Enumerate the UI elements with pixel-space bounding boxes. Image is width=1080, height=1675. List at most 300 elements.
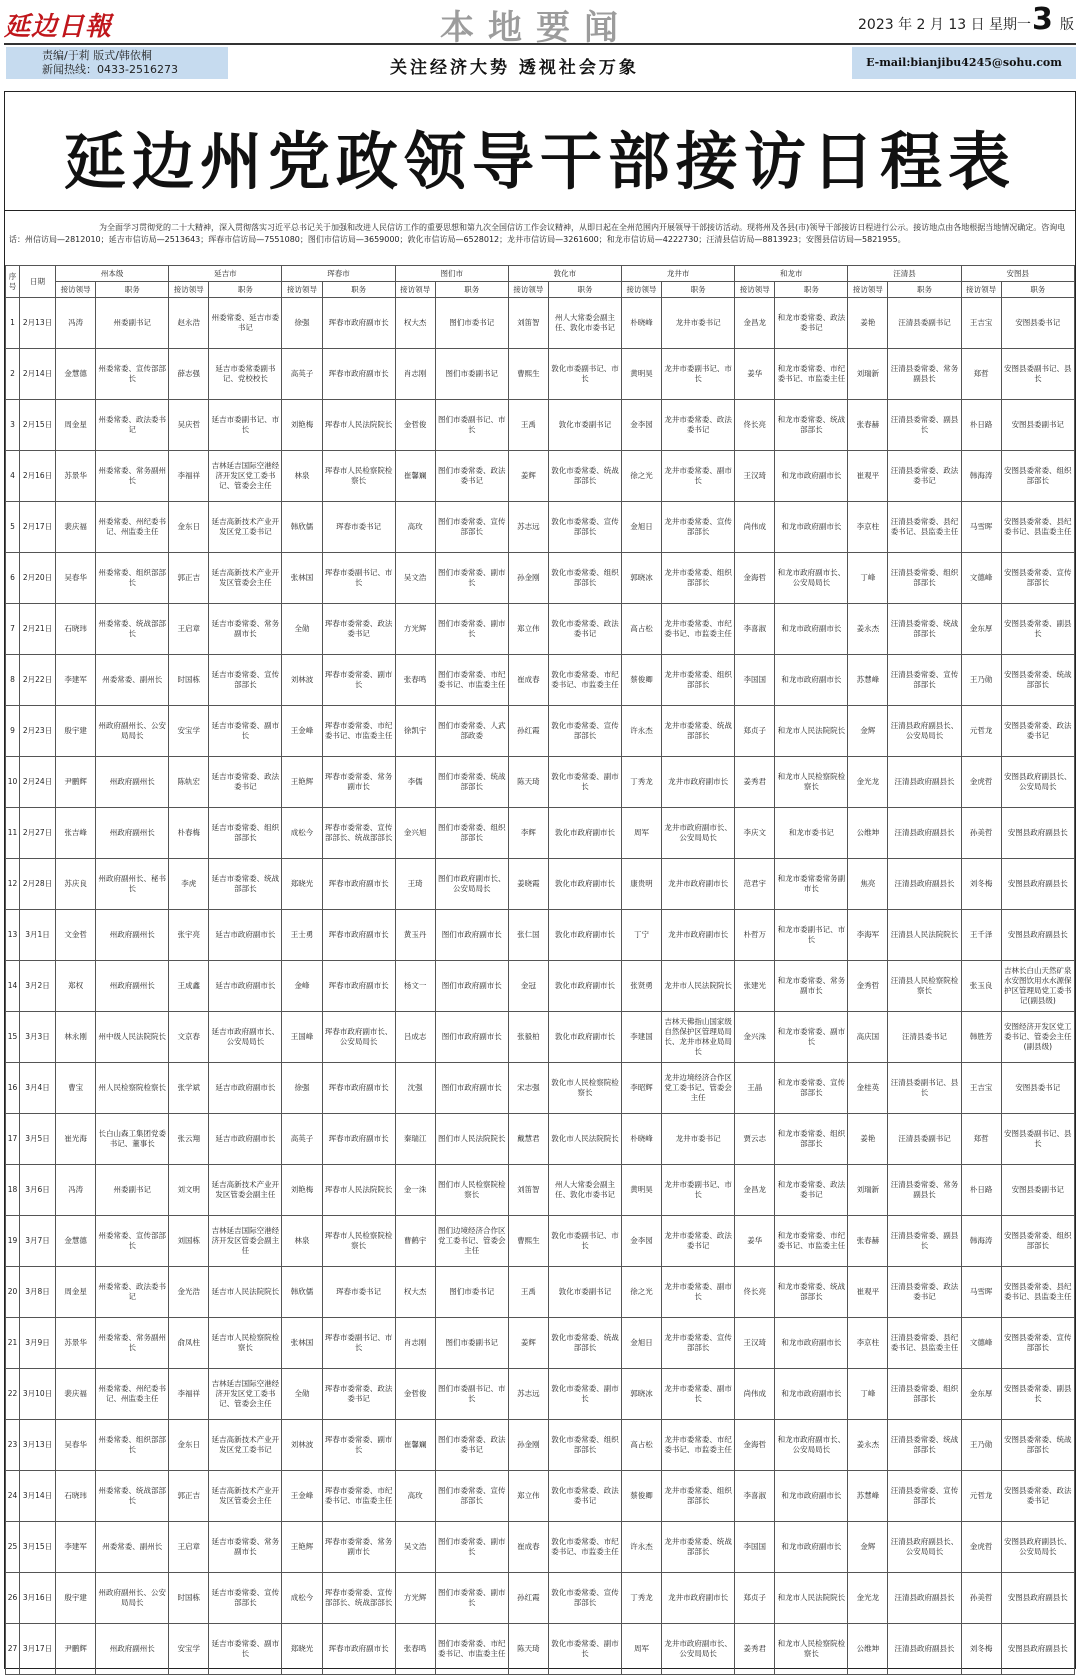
leader-name: 李建国 bbox=[622, 1012, 662, 1063]
leader-name: 李建军 bbox=[56, 1522, 96, 1573]
table-row bbox=[6, 1471, 1075, 1522]
leader-title: 龙井市委书记 bbox=[662, 298, 735, 349]
leader-title: 延吉市政府副市长 bbox=[209, 961, 282, 1012]
leader-title: 图们市委常委、市纪委书记、市监委主任 bbox=[435, 1624, 508, 1675]
leader-name: 高占松 bbox=[622, 604, 662, 655]
leader-name: 张毅柏 bbox=[508, 1012, 548, 1063]
leader-name: 金海哲 bbox=[735, 553, 775, 604]
leader-name: 朴晓峰 bbox=[622, 1114, 662, 1165]
leader-title: 州委常委、宣传部部长 bbox=[96, 349, 169, 400]
leader-title: 安图县委副书记 bbox=[1001, 1165, 1074, 1216]
leader-name: 公维坤 bbox=[848, 808, 888, 859]
leader-name: 朴日路 bbox=[961, 400, 1001, 451]
leader-name: 高玫 bbox=[395, 502, 435, 553]
leader-title: 珲春市委常委、市纪委书记、市监委主任 bbox=[322, 706, 395, 757]
leader-title: 安图县委常委、宣传部部长 bbox=[1001, 553, 1074, 604]
leader-name: 徐强 bbox=[282, 1063, 322, 1114]
leader-title: 和龙市委常委、市纪委书记、市监委主任 bbox=[775, 1216, 848, 1267]
leader-title: 州政府副州长 bbox=[96, 910, 169, 961]
leader-name: 李福祥 bbox=[169, 1369, 209, 1420]
leader-name: 金旭日 bbox=[622, 502, 662, 553]
table-row bbox=[6, 451, 1075, 502]
leader-title: 和龙市委常委、政法委书记 bbox=[775, 1165, 848, 1216]
leader-title: 敦化市委副书记 bbox=[548, 1267, 621, 1318]
table-header bbox=[6, 266, 1075, 298]
leader-name: 吴庆哲 bbox=[169, 400, 209, 451]
leader-name: 裴庆福 bbox=[56, 1369, 96, 1420]
leader-name: 张仁国 bbox=[508, 910, 548, 961]
leader-name: 金东日 bbox=[169, 1420, 209, 1471]
page-number: 3 bbox=[1032, 2, 1053, 37]
leader-name: 张林国 bbox=[282, 1318, 322, 1369]
leader-title: 龙井市委常委、组织部部长 bbox=[662, 1471, 735, 1522]
leader-name: 金兴洙 bbox=[735, 1012, 775, 1063]
leader-title: 和龙市政府副市长、公安局局长 bbox=[775, 1420, 848, 1471]
leader-title: 安图县政府副县长、公安局局长 bbox=[1001, 1522, 1074, 1573]
leader-title: 图们市委常委、市纪委书记、市监委主任 bbox=[435, 655, 508, 706]
row-date: 2月23日 bbox=[20, 706, 56, 757]
leader-name: 郭正吉 bbox=[169, 553, 209, 604]
leader-name: 金桂英 bbox=[848, 1063, 888, 1114]
leader-title: 安图县委副书记、县长 bbox=[1001, 1114, 1074, 1165]
leader-name: 徐之光 bbox=[622, 1267, 662, 1318]
leader-title: 珲春市政府副市长 bbox=[322, 1114, 395, 1165]
leader-title: 图们市委常委、副市长 bbox=[435, 604, 508, 655]
row-seq: 7 bbox=[6, 604, 20, 655]
leader-title: 龙井市委常委、副市长 bbox=[662, 1369, 735, 1420]
leader-title: 和龙市委常委常务副市长 bbox=[775, 859, 848, 910]
table-row bbox=[6, 553, 1075, 604]
leader-name: 许永杰 bbox=[622, 706, 662, 757]
leader-name: 金李园 bbox=[622, 400, 662, 451]
leader-name: 丁宁 bbox=[622, 910, 662, 961]
leader-title: 州政府副州长、公安局局长 bbox=[96, 1573, 169, 1624]
leader-title: 汪清县政府副县长、公安局局长 bbox=[888, 1522, 961, 1573]
leader-title: 安图县委常委、政法委书记 bbox=[1001, 706, 1074, 757]
leader-name: 王乃勋 bbox=[961, 1420, 1001, 1471]
leader-name: 方光辉 bbox=[395, 1573, 435, 1624]
leader-title: 和龙市人民检察院检察长 bbox=[775, 757, 848, 808]
leader-title: 珲春市委常委、宣传部部长、统战部部长 bbox=[322, 1573, 395, 1624]
row-seq: 15 bbox=[6, 1012, 20, 1063]
leader-title: 龙井市委常委、宣传部部长 bbox=[662, 1318, 735, 1369]
leader-name: 姜艳 bbox=[848, 1114, 888, 1165]
leader-name: 王金峰 bbox=[282, 706, 322, 757]
leader-name: 冯涛 bbox=[56, 1165, 96, 1216]
leader-name: 成松今 bbox=[282, 808, 322, 859]
leader-name: 吴春华 bbox=[56, 1420, 96, 1471]
leader-name: 肖志刚 bbox=[395, 349, 435, 400]
leader-title: 安图县委书记 bbox=[1001, 1063, 1074, 1114]
table-row bbox=[6, 1624, 1075, 1675]
leader-name: 孙美哲 bbox=[961, 1573, 1001, 1624]
leader-title: 珲春市政府副市长 bbox=[322, 961, 395, 1012]
leader-name: 李昭辉 bbox=[622, 1063, 662, 1114]
leader-name: 李京柱 bbox=[848, 1318, 888, 1369]
leader-title: 图们市委常委、副市长 bbox=[435, 553, 508, 604]
page-suffix: 版 bbox=[1060, 17, 1074, 33]
leader-name: 苏志远 bbox=[508, 502, 548, 553]
leader-name: 郑贞子 bbox=[735, 706, 775, 757]
leader-title: 和龙市人民检察院检察长 bbox=[775, 1624, 848, 1675]
leader-name: 郑权 bbox=[56, 961, 96, 1012]
leader-title: 安图县委常委、副县长 bbox=[1001, 604, 1074, 655]
leader-name: 李喜淑 bbox=[735, 1471, 775, 1522]
leader-title: 敦化市委常委、副市长 bbox=[548, 1624, 621, 1675]
table-row bbox=[6, 1216, 1075, 1267]
leader-title: 汪清县委常委、宣传部部长 bbox=[888, 1471, 961, 1522]
leader-title: 汪清县委常委、统战部部长 bbox=[888, 604, 961, 655]
row-seq: 2 bbox=[6, 349, 20, 400]
leader-name: 高玫 bbox=[395, 1471, 435, 1522]
leader-title: 汪清县委副书记、县长 bbox=[888, 1063, 961, 1114]
table-row bbox=[6, 808, 1075, 859]
leader-title: 敦化市委常委、统战部部长 bbox=[548, 451, 621, 502]
leader-title: 珲春市委书记 bbox=[322, 1267, 395, 1318]
leader-title: 敦化市人民法院院长 bbox=[548, 1114, 621, 1165]
leader-title: 珲春市委常委、常务副市长 bbox=[322, 1522, 395, 1573]
table-row bbox=[6, 1369, 1075, 1420]
region-header: 汪清县 bbox=[848, 266, 961, 282]
leader-title: 汪清县政府副县长 bbox=[888, 757, 961, 808]
email-address: E-mail:bianjibu4245@sohu.com bbox=[852, 47, 1076, 79]
leader-title: 敦化市委常委、副市长 bbox=[548, 1369, 621, 1420]
title-header: 职务 bbox=[662, 282, 735, 298]
leader-name: 刘林波 bbox=[282, 1420, 322, 1471]
leader-name: 康贵明 bbox=[622, 859, 662, 910]
region-header: 敦化市 bbox=[508, 266, 621, 282]
leader-title: 和龙市政府副市长 bbox=[775, 451, 848, 502]
leader-title: 珲春市委常委、市纪委书记、市监委主任 bbox=[322, 1471, 395, 1522]
leader-name: 苏慧峰 bbox=[848, 655, 888, 706]
leader-name: 高占松 bbox=[622, 1420, 662, 1471]
row-seq: 21 bbox=[6, 1318, 20, 1369]
leader-name: 李海军 bbox=[848, 910, 888, 961]
leader-title: 安图县委常委、组织部部长 bbox=[1001, 451, 1074, 502]
leader-title: 延吉市委常委、常务副市长 bbox=[209, 604, 282, 655]
row-seq: 3 bbox=[6, 400, 20, 451]
leader-name: 郑贞子 bbox=[735, 1573, 775, 1624]
schedule-table bbox=[5, 265, 1075, 1675]
leader-title: 汪清县委常委、宣传部部长 bbox=[888, 655, 961, 706]
leader-name: 韩欣儒 bbox=[282, 502, 322, 553]
leader-name: 姜华 bbox=[735, 349, 775, 400]
leader-title: 汪清县委常委、副县长 bbox=[888, 400, 961, 451]
row-seq: 20 bbox=[6, 1267, 20, 1318]
row-date: 3月15日 bbox=[20, 1522, 56, 1573]
leader-name: 刘艳梅 bbox=[282, 1165, 322, 1216]
leader-title: 和龙市政府副市长 bbox=[775, 1369, 848, 1420]
leader-name: 姜晓霞 bbox=[508, 859, 548, 910]
table-row bbox=[6, 1165, 1075, 1216]
table-row bbox=[6, 502, 1075, 553]
leader-title: 和龙市政府副市长 bbox=[775, 1471, 848, 1522]
leader-title: 和龙市委常委、副市长 bbox=[775, 1012, 848, 1063]
leader-title: 图们市委常委、宣传部部长 bbox=[435, 502, 508, 553]
leader-name: 李国国 bbox=[735, 1522, 775, 1573]
leader-name: 林泉 bbox=[282, 1216, 322, 1267]
leader-name: 杨文一 bbox=[395, 961, 435, 1012]
row-date: 2月14日 bbox=[20, 349, 56, 400]
leader-title: 珲春市人民检察院检察长 bbox=[322, 1216, 395, 1267]
leader-title: 和龙市政府副市长 bbox=[775, 1522, 848, 1573]
leader-name: 韩欣儒 bbox=[282, 1267, 322, 1318]
leader-title: 州中级人民法院院长 bbox=[96, 1012, 169, 1063]
leader-name: 曹鹤宇 bbox=[395, 1216, 435, 1267]
leader-header: 接访领导 bbox=[622, 282, 662, 298]
leader-name: 金峰 bbox=[282, 961, 322, 1012]
leader-title: 州人民检察院检察长 bbox=[96, 1063, 169, 1114]
leader-title: 龙井市委常委、市纪委书记、市监委主任 bbox=[662, 1420, 735, 1471]
leader-title: 汪清县委书记 bbox=[888, 1012, 961, 1063]
leader-title: 汪清县委常委、组织部部长 bbox=[888, 1369, 961, 1420]
leader-name: 范君宇 bbox=[735, 859, 775, 910]
leader-name: 文德峰 bbox=[961, 553, 1001, 604]
row-seq: 4 bbox=[6, 451, 20, 502]
leader-title: 州人大常委会副主任、敦化市委书记 bbox=[548, 1165, 621, 1216]
region-header: 安图县 bbox=[961, 266, 1074, 282]
leader-name: 王吉宝 bbox=[961, 298, 1001, 349]
leader-name: 李虎 bbox=[169, 859, 209, 910]
table-row bbox=[6, 961, 1075, 1012]
leader-name: 王琦 bbox=[395, 859, 435, 910]
leader-title: 汪清县政府副县长 bbox=[888, 808, 961, 859]
leader-title: 珲春市政府副市长 bbox=[322, 298, 395, 349]
leader-name: 金一洙 bbox=[395, 1165, 435, 1216]
leader-title: 图们市政府副市长 bbox=[435, 1063, 508, 1114]
leader-name: 张贤勇 bbox=[622, 961, 662, 1012]
leader-name: 周金星 bbox=[56, 1267, 96, 1318]
leader-title: 州政府副州长 bbox=[96, 808, 169, 859]
leader-title: 吉林延吉国际空港经济开发区党工委书记、管委会主任 bbox=[209, 1369, 282, 1420]
leader-name: 郑晓光 bbox=[282, 1624, 322, 1675]
leader-title: 图们市委常委、副市长 bbox=[435, 1573, 508, 1624]
leader-name: 文德峰 bbox=[961, 1318, 1001, 1369]
row-seq: 6 bbox=[6, 553, 20, 604]
leader-title: 和龙市人民法院院长 bbox=[775, 706, 848, 757]
leader-name: 曹熙生 bbox=[508, 1216, 548, 1267]
leader-title: 安图县委副书记、县长 bbox=[1001, 349, 1074, 400]
masthead bbox=[0, 0, 1080, 48]
leader-title: 延吉市委常委、副市长 bbox=[209, 1624, 282, 1675]
leader-name: 张玉良 bbox=[961, 961, 1001, 1012]
row-date: 3月4日 bbox=[20, 1063, 56, 1114]
leader-title: 和龙市委副书记、市长 bbox=[775, 910, 848, 961]
leader-title: 延吉高新技术产业开发区管委会副主任 bbox=[209, 1165, 282, 1216]
row-date: 2月27日 bbox=[20, 808, 56, 859]
leader-name: 冯涛 bbox=[56, 298, 96, 349]
leader-name: 安宝学 bbox=[169, 706, 209, 757]
leader-title: 吉林延吉国际空港经济开发区管委会副主任 bbox=[209, 1216, 282, 1267]
leader-name: 姜永杰 bbox=[848, 604, 888, 655]
leader-name: 王汉琦 bbox=[735, 451, 775, 502]
leader-name: 丁峰 bbox=[848, 553, 888, 604]
info-bar bbox=[4, 43, 1076, 81]
leader-name: 金虎哲 bbox=[961, 757, 1001, 808]
leader-title: 图们市人民法院院长 bbox=[435, 1114, 508, 1165]
title-header: 职务 bbox=[775, 282, 848, 298]
leader-title: 安图县委书记 bbox=[1001, 298, 1074, 349]
leader-name: 王金峰 bbox=[282, 1471, 322, 1522]
region-header: 图们市 bbox=[395, 266, 508, 282]
row-date: 2月22日 bbox=[20, 655, 56, 706]
leader-name: 金光龙 bbox=[848, 757, 888, 808]
leader-title: 州委常委、州纪委书记、州监委主任 bbox=[96, 1369, 169, 1420]
leader-name: 尹鹏辉 bbox=[56, 1624, 96, 1675]
leader-name: 周金星 bbox=[56, 400, 96, 451]
leader-title: 和龙市委常委、宣传部部长 bbox=[775, 1063, 848, 1114]
leader-name: 王艳辉 bbox=[282, 757, 322, 808]
leader-title: 和龙市政府副市长 bbox=[775, 502, 848, 553]
leader-name: 张春赫 bbox=[848, 1216, 888, 1267]
leader-title: 州政府副州长 bbox=[96, 961, 169, 1012]
leader-title: 敦化市政府副市长 bbox=[548, 910, 621, 961]
row-date: 3月17日 bbox=[20, 1624, 56, 1675]
leader-name: 张林国 bbox=[282, 553, 322, 604]
leader-name: 金哲俊 bbox=[395, 1369, 435, 1420]
leader-name: 尚伟成 bbox=[735, 1369, 775, 1420]
leader-name: 方光辉 bbox=[395, 604, 435, 655]
row-seq: 11 bbox=[6, 808, 20, 859]
leader-title: 图们市委书记 bbox=[435, 1267, 508, 1318]
leader-name: 金慧德 bbox=[56, 349, 96, 400]
leader-title: 和龙市委常委、政法委书记 bbox=[775, 298, 848, 349]
newspaper-logo: 延边日報 bbox=[4, 12, 113, 42]
region-header: 和龙市 bbox=[735, 266, 848, 282]
row-date: 3月5日 bbox=[20, 1114, 56, 1165]
leader-title: 龙井市委常委、组织部部长 bbox=[662, 655, 735, 706]
leader-name: 韩胜芳 bbox=[961, 1012, 1001, 1063]
leader-title: 汪清县政府副县长 bbox=[888, 859, 961, 910]
leader-name: 王乃勋 bbox=[961, 655, 1001, 706]
table-row bbox=[6, 1318, 1075, 1369]
leader-title: 延吉市人民法院院长 bbox=[209, 1267, 282, 1318]
table-row bbox=[6, 859, 1075, 910]
leader-title: 龙井市委常委、市纪委书记、市监委主任 bbox=[662, 604, 735, 655]
row-seq: 27 bbox=[6, 1624, 20, 1675]
leader-name: 王启章 bbox=[169, 1522, 209, 1573]
leader-title: 州委常委、政法委书记 bbox=[96, 1267, 169, 1318]
leader-title: 敦化市委常委、宣传部部长 bbox=[548, 706, 621, 757]
leader-title: 敦化市委副书记、市长 bbox=[548, 349, 621, 400]
leader-name: 张宇亮 bbox=[169, 910, 209, 961]
leader-name: 刘冬梅 bbox=[961, 1624, 1001, 1675]
leader-name: 戴慧君 bbox=[508, 1114, 548, 1165]
leader-name: 张吉峰 bbox=[56, 808, 96, 859]
leader-title: 敦化市委常委、组织部部长 bbox=[548, 1420, 621, 1471]
leader-name: 孙金刚 bbox=[508, 553, 548, 604]
leader-name: 殷宇建 bbox=[56, 706, 96, 757]
leader-name: 金辉 bbox=[848, 706, 888, 757]
leader-name: 金哲俊 bbox=[395, 400, 435, 451]
leader-name: 高英子 bbox=[282, 349, 322, 400]
leader-name: 姜秀君 bbox=[735, 757, 775, 808]
leader-title: 州人大常委会副主任、敦化市委书记 bbox=[548, 298, 621, 349]
leader-title: 延吉市委常委、常务副市长 bbox=[209, 1522, 282, 1573]
leader-title: 龙井市政府副市长、公安局局长 bbox=[662, 1624, 735, 1675]
leader-title: 安图县政府副县长 bbox=[1001, 1624, 1074, 1675]
row-date: 3月6日 bbox=[20, 1165, 56, 1216]
leader-name: 丁秀龙 bbox=[622, 757, 662, 808]
row-date: 2月20日 bbox=[20, 553, 56, 604]
leader-name: 崔观平 bbox=[848, 1267, 888, 1318]
leader-title: 和龙市委常委、市纪委书记、市监委主任 bbox=[775, 349, 848, 400]
leader-title: 图们边境经济合作区党工委书记、管委会主任 bbox=[435, 1216, 508, 1267]
leader-title: 和龙市政府副市长 bbox=[775, 1318, 848, 1369]
leader-title: 延吉市委常委、副市长 bbox=[209, 706, 282, 757]
leader-title: 龙井市委副书记、市长 bbox=[662, 1165, 735, 1216]
leader-title: 和龙市委常委、统战部部长 bbox=[775, 1267, 848, 1318]
leader-title: 州委常委、副州长 bbox=[96, 1522, 169, 1573]
leader-name: 张春鸣 bbox=[395, 1624, 435, 1675]
leader-title: 敦化市委常委、副市长 bbox=[548, 757, 621, 808]
row-seq: 24 bbox=[6, 1471, 20, 1522]
leader-title: 敦化市委常委、政法委书记 bbox=[548, 604, 621, 655]
leader-title: 图们市委书记 bbox=[435, 298, 508, 349]
leader-name: 徐凯宇 bbox=[395, 706, 435, 757]
leader-title: 安图县政府副县长 bbox=[1001, 859, 1074, 910]
leader-name: 金慧德 bbox=[56, 1216, 96, 1267]
row-date: 3月3日 bbox=[20, 1012, 56, 1063]
leader-name: 陈天琦 bbox=[508, 757, 548, 808]
leader-name: 孙美哲 bbox=[961, 808, 1001, 859]
leader-name: 王禹 bbox=[508, 1267, 548, 1318]
leader-name: 刘林波 bbox=[282, 655, 322, 706]
leader-name: 姜永杰 bbox=[848, 1420, 888, 1471]
title-area bbox=[5, 92, 1075, 211]
leader-title: 龙井市委常委、政法委书记 bbox=[662, 1216, 735, 1267]
table-row bbox=[6, 1063, 1075, 1114]
leader-name: 刘国栋 bbox=[169, 1216, 209, 1267]
leader-name: 丁峰 bbox=[848, 1369, 888, 1420]
leader-name: 金冠 bbox=[508, 961, 548, 1012]
leader-title: 安图县委副书记 bbox=[1001, 400, 1074, 451]
leader-title: 珲春市委副书记、市长 bbox=[322, 1318, 395, 1369]
leader-title: 图们市政府副市长 bbox=[435, 961, 508, 1012]
leader-title: 敦化市委常委、市纪委书记、市监委主任 bbox=[548, 655, 621, 706]
leader-title: 州委副书记 bbox=[96, 298, 169, 349]
row-date: 2月13日 bbox=[20, 298, 56, 349]
leader-name: 姜辉 bbox=[508, 1318, 548, 1369]
leader-title: 珲春市委常委、政法委书记 bbox=[322, 1369, 395, 1420]
leader-name: 金昌龙 bbox=[735, 1165, 775, 1216]
leader-title: 安图县政府副县长 bbox=[1001, 910, 1074, 961]
leader-title: 安图经济开发区党工委书记、管委会主任(副县级) bbox=[1001, 1012, 1074, 1063]
leader-title: 敦化市委副书记、市长 bbox=[548, 1216, 621, 1267]
leader-title: 敦化市委副书记 bbox=[548, 400, 621, 451]
leader-name: 陈轨宏 bbox=[169, 757, 209, 808]
leader-name: 李国国 bbox=[735, 655, 775, 706]
leader-name: 王晶 bbox=[735, 1063, 775, 1114]
leader-title: 汪清县政府副县长、公安局局长 bbox=[888, 706, 961, 757]
leader-title: 延吉市人民检察院检察长 bbox=[209, 1318, 282, 1369]
leader-name: 朴日路 bbox=[961, 1165, 1001, 1216]
leader-name: 郭晓冰 bbox=[622, 553, 662, 604]
leader-name: 刘笛智 bbox=[508, 1165, 548, 1216]
leader-title: 安图县政府副县长 bbox=[1001, 808, 1074, 859]
leader-title: 延吉市委常委、组织部部长 bbox=[209, 808, 282, 859]
leader-title: 吉林天佛指山国家级自然保护区管理局局长、龙井市林业局局长 bbox=[662, 1012, 735, 1063]
table-row bbox=[6, 604, 1075, 655]
leader-name: 苏志远 bbox=[508, 1369, 548, 1420]
row-date: 3月10日 bbox=[20, 1369, 56, 1420]
row-seq: 18 bbox=[6, 1165, 20, 1216]
leader-header: 接访领导 bbox=[169, 282, 209, 298]
row-seq: 12 bbox=[6, 859, 20, 910]
main-title: 延边州党政领导干部接访日程表 bbox=[63, 125, 1016, 198]
leader-name: 金昌龙 bbox=[735, 298, 775, 349]
leader-title: 安图县委常委、统战部部长 bbox=[1001, 1420, 1074, 1471]
